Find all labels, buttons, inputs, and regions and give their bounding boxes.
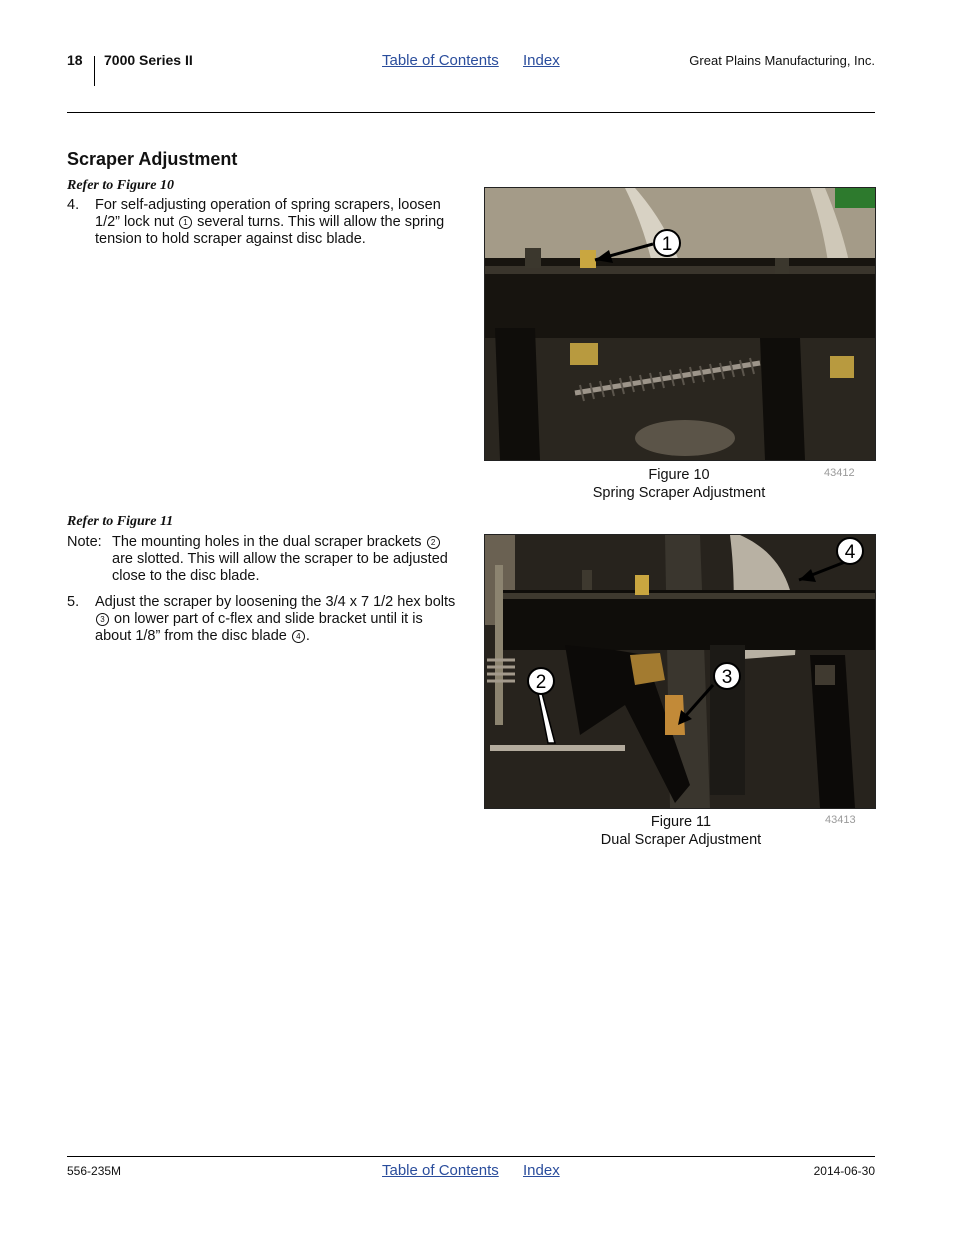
note-label: Note: bbox=[67, 534, 102, 550]
note-text: The mounting holes in the dual scraper brackets 2 are slotted. This will allow the scraper to be adjusted close to the disc blade. bbox=[112, 534, 448, 584]
refer-figure-11: Refer to Figure 11 bbox=[67, 514, 174, 529]
figure-11-image bbox=[484, 534, 876, 809]
callout-3: 3 bbox=[96, 613, 109, 626]
figure-11-number: 43413 bbox=[825, 814, 856, 826]
figure-11-callout-4: 4 bbox=[844, 542, 856, 563]
publish-date: 2014-06-30 bbox=[813, 1164, 875, 1178]
company-name: Great Plains Manufacturing, Inc. bbox=[689, 53, 875, 68]
step-5 bbox=[67, 594, 467, 654]
callout-4: 4 bbox=[292, 630, 305, 643]
figure-10-caption bbox=[484, 466, 874, 502]
figure-10-number: 43412 bbox=[824, 467, 855, 479]
figure-11-callout-3: 3 bbox=[721, 667, 733, 688]
figure-10-callout-1: 1 bbox=[661, 234, 673, 255]
page-number: 18 bbox=[67, 52, 83, 68]
note bbox=[67, 534, 467, 588]
figure-10-title: Spring Scraper Adjustment bbox=[592, 485, 766, 501]
step-text: Adjust the scraper by loosening the 3/4 x 7 1/2 hex bolts 3 on lower part of c-flex and slide bracket until it is about 1/8” from the disc blade 4 . bbox=[95, 594, 456, 644]
series-title: 7000 Series II bbox=[104, 52, 193, 68]
section-title: Scraper Adjustment bbox=[67, 149, 238, 169]
step-number: 4. bbox=[67, 197, 80, 213]
step-4 bbox=[67, 197, 467, 257]
figure-10-image bbox=[484, 187, 876, 461]
refer-figure-10: Refer to Figure 10 bbox=[67, 178, 174, 193]
figure-11-callout-2: 2 bbox=[535, 672, 547, 693]
step-text: For self-adjusting operation of spring scrapers, loosen 1/2” lock nut 1 several turns. This will allow the spring tension to hold scraper against disc blade. bbox=[95, 197, 445, 247]
footer-index-link[interactable]: Index bbox=[523, 1162, 560, 1179]
dual-scraper-photo bbox=[485, 535, 875, 808]
footer-rule bbox=[67, 1156, 875, 1157]
callout-2: 2 bbox=[427, 536, 440, 549]
figure-11-label: Figure 11 bbox=[650, 814, 712, 830]
footer-toc-link[interactable]: Table of Contents bbox=[382, 1162, 499, 1179]
figure-11-caption bbox=[486, 813, 876, 849]
header-divider bbox=[94, 56, 95, 86]
header-index-link[interactable]: Index bbox=[523, 52, 560, 69]
spring-scraper-photo bbox=[485, 188, 875, 460]
header-rule bbox=[67, 112, 875, 113]
doc-number: 556-235M bbox=[67, 1164, 122, 1178]
step-number: 5. bbox=[67, 594, 80, 610]
figure-11-title: Dual Scraper Adjustment bbox=[600, 832, 762, 848]
callout-1: 1 bbox=[179, 216, 192, 229]
figure-10-label: Figure 10 bbox=[648, 467, 710, 483]
header-toc-link[interactable]: Table of Contents bbox=[382, 52, 499, 69]
